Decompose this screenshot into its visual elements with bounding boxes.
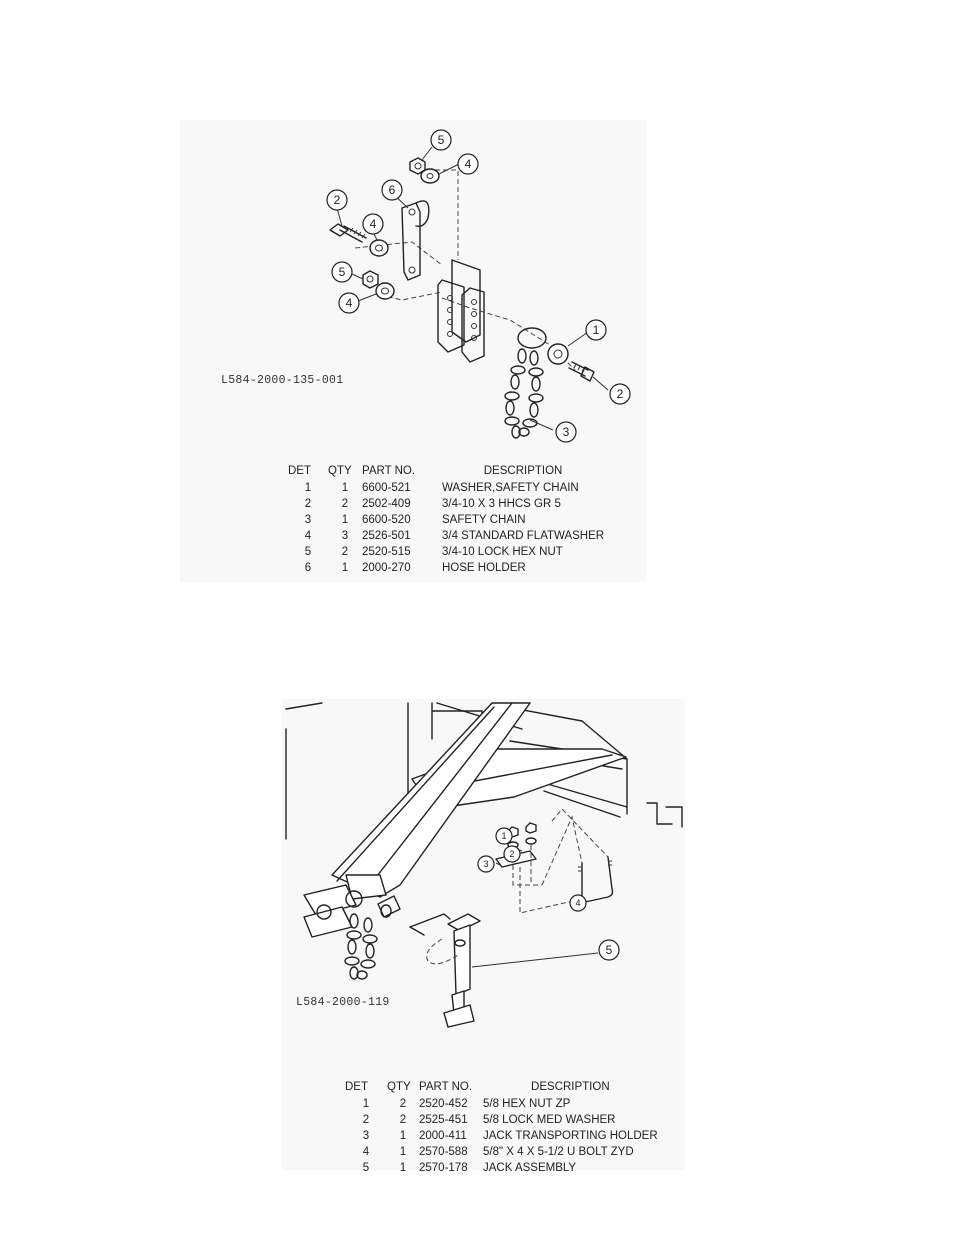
svg-text:5: 5 (338, 265, 346, 279)
cell-det: 5 (304, 546, 312, 558)
svg-text:2: 2 (509, 849, 515, 859)
cell-qty: 1 (399, 1146, 407, 1158)
cell-qty: 1 (341, 482, 349, 494)
cell-det: 1 (304, 482, 312, 494)
svg-text:5: 5 (437, 133, 445, 147)
cell-part-no: 2520-452 (419, 1098, 468, 1110)
header-part-no: PART NO. (362, 465, 416, 477)
callout-1 (496, 828, 512, 844)
callout-2-right (610, 384, 630, 404)
cell-part-no: 2570-588 (419, 1146, 468, 1158)
cell-part-no: 2570-178 (419, 1162, 468, 1174)
cell-description: 5/8" X 4 X 5-1/2 U BOLT ZYD (483, 1146, 634, 1158)
cell-det: 3 (362, 1130, 370, 1142)
table-row (288, 512, 604, 528)
cell-description: 3/4-10 X 3 HHCS GR 5 (442, 498, 561, 510)
table-row (345, 1128, 658, 1144)
cell-part-no: 2525-451 (419, 1114, 468, 1126)
cell-qty: 2 (399, 1098, 407, 1110)
drawing-code: L584-2000-135-001 (221, 374, 344, 387)
cell-det: 2 (304, 498, 312, 510)
cell-det: 3 (304, 514, 312, 526)
cell-description: 3/4 STANDARD FLATWASHER (442, 530, 605, 542)
callout-5-top (431, 130, 451, 150)
svg-text:5: 5 (605, 943, 613, 957)
svg-text:3: 3 (483, 859, 489, 869)
callout-3 (478, 856, 494, 872)
cell-part-no: 2502-409 (362, 498, 411, 510)
cell-description: HOSE HOLDER (442, 562, 526, 574)
table-header-row (288, 465, 604, 480)
header-part-no: PART NO. (419, 1081, 473, 1093)
cell-description: JACK TRANSPORTING HOLDER (483, 1130, 658, 1142)
header-description: DESCRIPTION (531, 1081, 610, 1093)
svg-text:2: 2 (616, 387, 624, 401)
cell-qty: 2 (341, 498, 349, 510)
header-det: DET (288, 465, 311, 477)
table-row (288, 528, 604, 544)
cell-qty: 1 (399, 1162, 407, 1174)
header-qty: QTY (387, 1081, 411, 1093)
svg-text:4: 4 (369, 217, 377, 231)
callout-5 (599, 940, 619, 960)
table-header-row (345, 1081, 658, 1096)
header-det: DET (345, 1081, 368, 1093)
svg-text:2: 2 (333, 193, 341, 207)
cell-det: 4 (362, 1146, 370, 1158)
figure-jack-assembly (282, 699, 685, 1174)
cell-part-no: 2000-411 (419, 1130, 467, 1142)
cell-det: 6 (304, 562, 312, 574)
cell-part-no: 2520-515 (362, 546, 411, 558)
cell-description: WASHER,SAFETY CHAIN (442, 482, 579, 494)
table-row (345, 1144, 658, 1160)
cell-part-no: 6600-520 (362, 514, 411, 526)
cell-qty: 3 (341, 530, 349, 542)
callout-4-left (363, 214, 383, 234)
cell-det: 4 (304, 530, 312, 542)
svg-text:4: 4 (464, 157, 472, 171)
table-row (345, 1096, 658, 1112)
cell-description: SAFETY CHAIN (442, 514, 526, 526)
header-description: DESCRIPTION (483, 465, 563, 477)
table-row (345, 1160, 658, 1176)
svg-text:1: 1 (501, 831, 507, 841)
cell-description: 3/4-10 LOCK HEX NUT (442, 546, 563, 558)
parts-table (288, 465, 604, 576)
cell-part-no: 2000-270 (362, 562, 411, 574)
svg-text:4: 4 (575, 898, 581, 908)
table-row (288, 496, 604, 512)
cell-qty: 1 (399, 1130, 407, 1142)
table-row (288, 560, 604, 576)
callout-6 (382, 180, 402, 200)
callout-4 (570, 895, 586, 911)
cell-qty: 1 (341, 562, 349, 574)
svg-text:1: 1 (592, 323, 600, 337)
callout-1 (586, 320, 606, 340)
callout-4-lower (339, 293, 359, 313)
callout-5-left (332, 262, 352, 282)
table-row (288, 480, 604, 496)
cell-det: 5 (362, 1162, 370, 1174)
table-row (345, 1112, 658, 1128)
callout-2 (504, 846, 520, 862)
svg-text:3: 3 (562, 425, 570, 439)
cell-det: 1 (362, 1098, 370, 1110)
drawing-code: L584-2000-119 (296, 996, 390, 1009)
parts-table (345, 1081, 658, 1176)
table-row (288, 544, 604, 560)
callout-4-top (458, 154, 478, 174)
cell-part-no: 2526-501 (362, 530, 411, 542)
cell-det: 2 (362, 1114, 370, 1126)
figure-safety-chain (180, 120, 646, 582)
svg-text:6: 6 (388, 183, 396, 197)
callout-2-left (327, 190, 347, 210)
cell-qty: 2 (399, 1114, 407, 1126)
header-qty: QTY (328, 465, 352, 477)
cell-description: 5/8 LOCK MED WASHER (483, 1114, 616, 1126)
cell-qty: 2 (341, 546, 349, 558)
cell-description: JACK ASSEMBLY (483, 1162, 577, 1174)
callout-3 (556, 422, 576, 442)
cell-qty: 1 (341, 514, 349, 526)
cell-description: 5/8 HEX NUT ZP (483, 1098, 571, 1110)
svg-text:4: 4 (345, 296, 353, 310)
cell-part-no: 6600-521 (362, 482, 411, 494)
